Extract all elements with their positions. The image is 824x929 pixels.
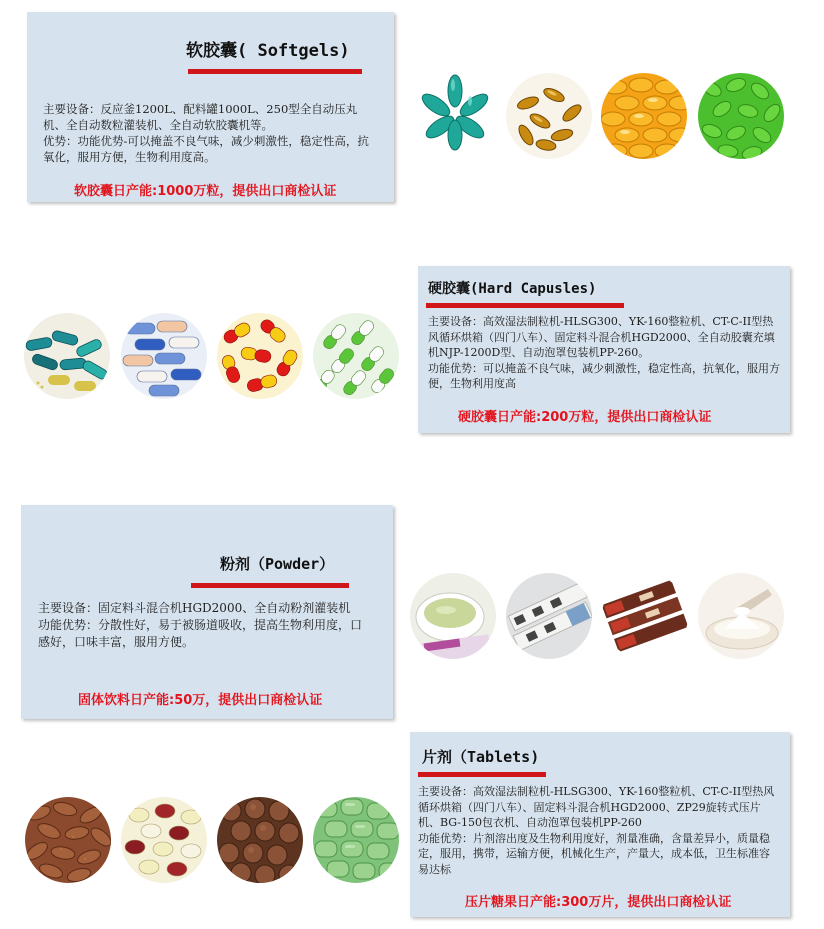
tablets-title-underline (418, 772, 546, 777)
softgels-title-underline (188, 69, 362, 74)
tablets-capacity: 压片糖果日产能:300万片，提供出口商检认证 (465, 895, 732, 910)
tablets-equipment: 主要设备：高效湿法制粒机-HLSG300、YK-160整粒机、CT-C-II型热风循环烘箱（四门八车）、固定料斗混合机HGD2000、ZP29旋转式压片机、BG-150包衣机、自动泡罩包装机PP-260 (418, 785, 775, 829)
hard-capsules-equipment: 主要设备：高效湿法制粒机-HLSG300、YK-160整粒机、CT-C-II型热风循环烘箱（四门八车）、固定料斗混合机HGD2000、全自动胶囊充填机NJP-1200D型、自动泡罩包装机PP-260。 (428, 315, 775, 359)
hard-capsules-title: 硬胶囊(Hard Capusles) (428, 281, 597, 297)
hard-capsules-advantages: 功能优势：可以掩盖不良气味，减少刺激性，稳定性高，抗氧化，服用方便，生物利用度高 (428, 361, 780, 390)
tablets-title: 片剂（Tablets) (422, 748, 540, 766)
mixed-tablets-photo (121, 797, 207, 883)
softgels-equipment: 主要设备：反应釜1200L、配料罐1000L、250型全自动压丸机、全自动数粒灌装机、全自动软胶囊机等。 (43, 102, 358, 132)
hard-capsules-capacity: 硬胶囊日产能:200万粒，提供出口商检认证 (458, 410, 712, 425)
brown-oval-tablets-photo (25, 797, 111, 883)
powder-advantages: 功能优势：分散性好，易于被肠道吸收，提高生物利用度，口感好，口味丰富，服用方便。 (38, 618, 363, 649)
tablets-description (418, 784, 778, 877)
powder-title-underline (191, 583, 349, 588)
amber-softgels-photo (506, 73, 592, 159)
green-white-capsules-photo (313, 313, 399, 399)
green-softgels-photo (698, 73, 784, 159)
hard-capsules-description (428, 314, 780, 392)
teal-softgels-photo (412, 69, 498, 155)
powder-title: 粉剂（Powder） (220, 555, 335, 573)
powder-description (38, 600, 363, 651)
chocolate-tablets-photo (217, 797, 303, 883)
powder-bowl-photo (698, 573, 784, 659)
drink-cup-photo (410, 573, 496, 659)
softgels-advantages: 优势：功能优势-可以掩盖不良气味，减少刺激性，稳定性高，抗氧化，服用方便，生物利用度高。 (43, 134, 369, 164)
softgels-capacity: 软胶囊日产能:1000万粒，提供出口商检认证 (74, 184, 337, 199)
orange-softgels-photo (601, 73, 687, 159)
teal-capsules-photo (24, 313, 110, 399)
tablets-advantages: 功能优势：片剂溶出度及生物利用度好，剂量准确，含量差异小，质量稳定，服用，携带，运输方便，机械化生产，产量大，成本低，卫生标准容易达标 (418, 831, 770, 876)
hard-capsules-title-underline (426, 303, 624, 308)
powder-capacity: 固体饮料日产能:50万，提供出口商检认证 (78, 693, 323, 708)
powder-equipment: 主要设备：固定料斗混合机HGD2000、全自动粉剂灌装机 (38, 601, 351, 615)
red-yellow-capsules-photo (217, 313, 303, 399)
blue-capsules-photo (121, 313, 207, 399)
softgels-title: 软胶囊( Softgels) (186, 41, 350, 61)
sachet-packs-photo (506, 573, 592, 659)
green-tablets-photo (313, 797, 399, 883)
brown-sachets-photo (602, 573, 688, 659)
softgels-description (43, 101, 373, 165)
